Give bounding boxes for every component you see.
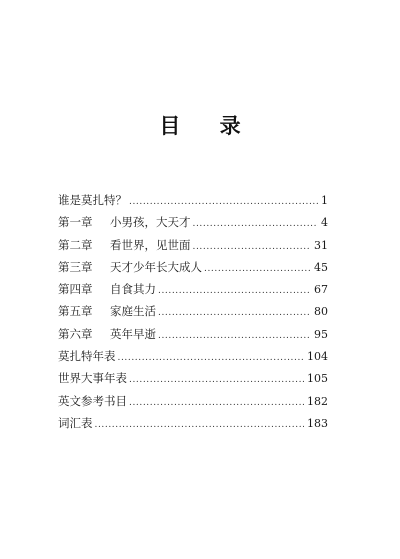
toc-entry-label: 天才少年长大成人 [110, 259, 202, 274]
toc-entry-page: 1 [321, 194, 328, 207]
toc-entry [58, 390, 328, 412]
toc-entry-page: 104 [307, 350, 328, 364]
toc-entry-page: 183 [307, 416, 328, 430]
toc-entry-label: 看世界，见世面 [110, 237, 191, 252]
toc-entry [58, 300, 328, 322]
toc-title: 目 录 [159, 114, 257, 138]
toc-entry [58, 412, 328, 434]
toc-entry-label: 英年早逝 [110, 326, 156, 341]
toc-entry-chapter: 第一章 [58, 215, 93, 230]
toc-dot-leader [158, 280, 311, 302]
toc-entry-page: 45 [314, 260, 328, 274]
toc-entry-page: 95 [314, 327, 328, 341]
toc-dot-leader [129, 369, 304, 391]
toc-entry-page: 67 [314, 283, 328, 297]
toc-list [58, 189, 328, 434]
toc-dot-leader [193, 213, 319, 235]
toc-entry-label: 莫扎特年表 [58, 349, 116, 364]
toc-entry-label: 英文参考书目 [58, 393, 127, 408]
toc-entry-chapter: 第四章 [58, 282, 93, 297]
toc-dot-leader [204, 258, 311, 280]
toc-dot-leader [95, 414, 305, 436]
toc-entry-page: 31 [314, 238, 328, 252]
toc-dot-leader [193, 236, 312, 258]
toc-entry-chapter: 第三章 [58, 259, 93, 274]
toc-dot-leader [118, 347, 305, 369]
toc-entry-chapter: 第五章 [58, 304, 93, 319]
toc-entry-label: 词汇表 [58, 415, 93, 430]
toc-entry-label: 家庭生活 [110, 304, 156, 319]
toc-dot-leader [129, 392, 304, 414]
toc-entry-page: 182 [307, 394, 328, 408]
toc-dot-leader [158, 325, 311, 347]
toc-entry [58, 189, 328, 211]
toc-entry [58, 367, 328, 389]
toc-entry-chapter: 第六章 [58, 326, 93, 341]
toc-entry [58, 323, 328, 345]
toc-entry [58, 211, 328, 233]
toc-entry-label: 自食其力 [110, 282, 156, 297]
toc-entry [58, 278, 328, 300]
toc-entry [58, 345, 328, 367]
toc-entry-chapter: 第二章 [58, 237, 93, 252]
toc-entry-label: 小男孩，大天才 [110, 215, 191, 230]
toc-entry-label: 世界大事年表 [58, 371, 127, 386]
toc-entry-page: 105 [307, 372, 328, 386]
toc-entry [58, 234, 328, 256]
toc-dot-leader [129, 191, 318, 213]
toc-entry-page: 4 [321, 216, 328, 230]
toc-entry [58, 256, 328, 278]
toc-entry-label: 谁是莫扎特？ [58, 193, 127, 207]
toc-entry-page: 80 [314, 305, 328, 319]
toc-dot-leader [158, 302, 311, 324]
